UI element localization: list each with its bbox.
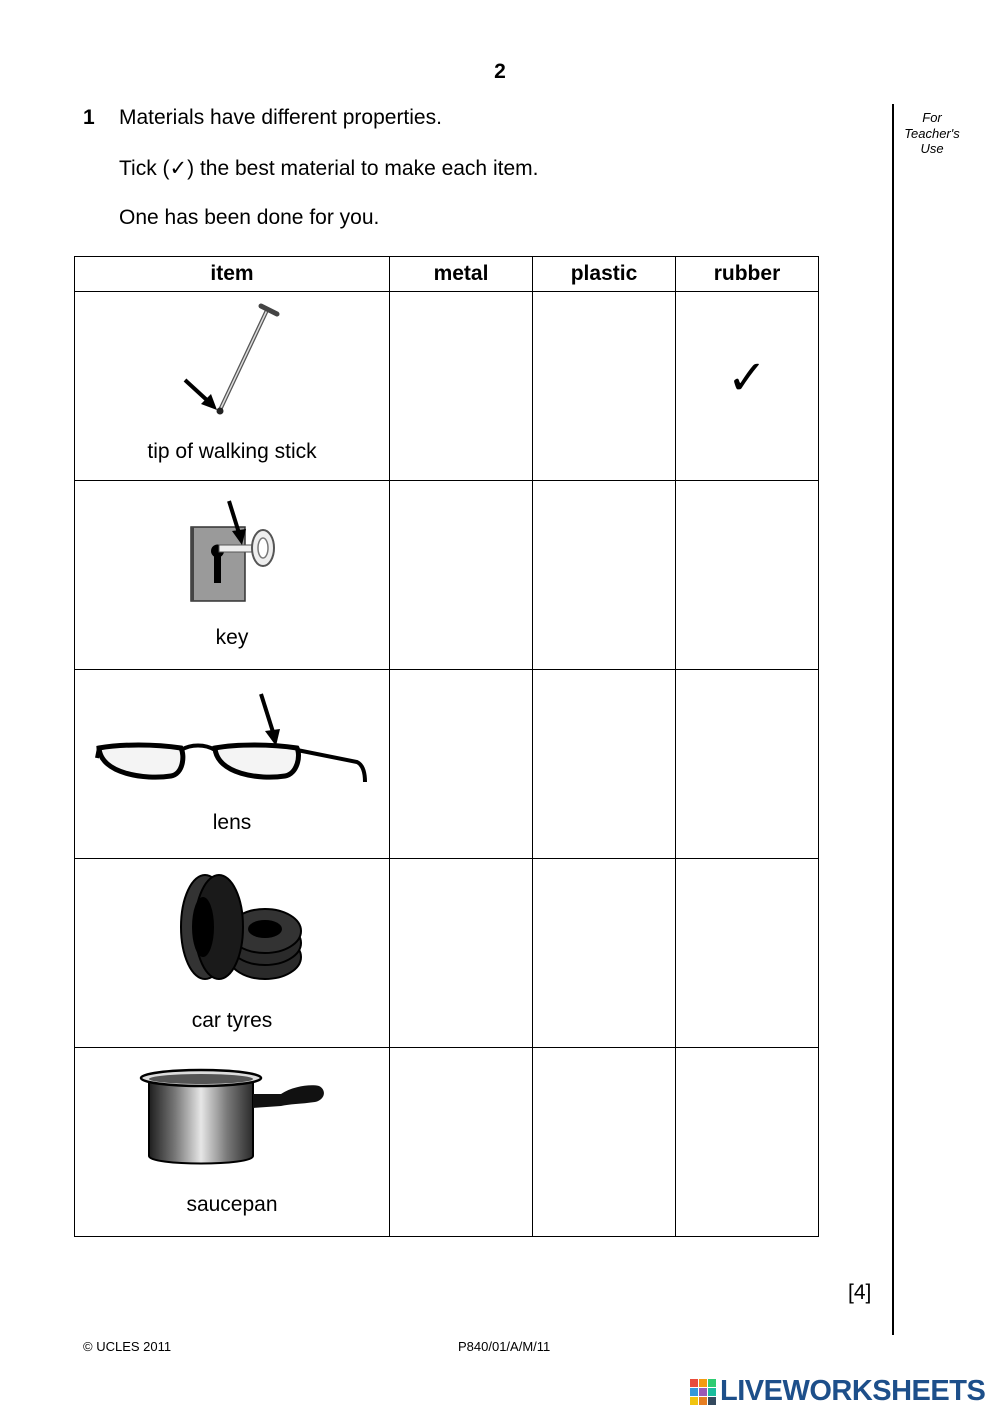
table-row: [75, 292, 819, 481]
item-cell: [75, 670, 390, 859]
plastic-cell[interactable]: [533, 292, 676, 481]
metal-cell[interactable]: [390, 859, 533, 1048]
key-icon: [75, 481, 390, 631]
item-cell: [75, 1048, 390, 1237]
header-plastic: plastic: [533, 257, 676, 292]
rubber-cell[interactable]: [676, 292, 819, 481]
metal-cell[interactable]: [390, 292, 533, 481]
saucepan-icon: [75, 1048, 390, 1198]
plastic-cell[interactable]: [533, 859, 676, 1048]
plastic-cell[interactable]: [533, 670, 676, 859]
footer-paper-code: P840/01/A/M/11: [458, 1339, 551, 1354]
rubber-cell[interactable]: [676, 670, 819, 859]
item-cell: [75, 481, 390, 670]
margin-rule: [892, 104, 894, 1335]
item-cell: [75, 859, 390, 1048]
item-cell: [75, 292, 390, 481]
table-header-row: [75, 257, 819, 292]
item-label: saucepan: [186, 1193, 278, 1216]
glasses-icon: [75, 670, 390, 820]
plastic-cell[interactable]: [533, 481, 676, 670]
question-instruction: Tick (✓) the best material to make each item.: [119, 157, 539, 180]
rubber-cell[interactable]: [676, 1048, 819, 1237]
metal-cell[interactable]: [390, 481, 533, 670]
footer-copyright: © UCLES 2011: [83, 1339, 172, 1354]
marks-total: [4]: [848, 1281, 872, 1304]
question-number: 1: [83, 106, 95, 129]
liveworksheets-logo-icon: [690, 1379, 716, 1405]
rubber-cell[interactable]: [676, 859, 819, 1048]
item-label: tip of walking stick: [147, 440, 317, 463]
header-metal: metal: [390, 257, 533, 292]
table-row: [75, 859, 819, 1048]
tyres-icon: [75, 859, 390, 1009]
table-row: [75, 481, 819, 670]
question-intro: Materials have different properties.: [119, 106, 442, 129]
tick-mark: ✓: [726, 350, 768, 406]
rubber-cell[interactable]: [676, 481, 819, 670]
header-rubber: rubber: [676, 257, 819, 292]
teacher-use-note: For Teacher's Use: [904, 110, 960, 156]
brand-logo[interactable]: [690, 1374, 990, 1408]
item-label: lens: [212, 811, 252, 834]
metal-cell[interactable]: [390, 670, 533, 859]
table-row: [75, 670, 819, 859]
plastic-cell[interactable]: [533, 1048, 676, 1237]
metal-cell[interactable]: [390, 1048, 533, 1237]
page-number: 2: [494, 60, 506, 83]
header-item: item: [75, 257, 390, 292]
item-label: key: [215, 626, 249, 649]
materials-table: [74, 256, 819, 1237]
brand-name: LIVEWORKSHEETS: [720, 1375, 986, 1407]
table-row: [75, 1048, 819, 1237]
item-label: car tyres: [191, 1009, 273, 1032]
walking-stick-icon: [75, 292, 390, 442]
question-example-note: One has been done for you.: [119, 206, 380, 229]
